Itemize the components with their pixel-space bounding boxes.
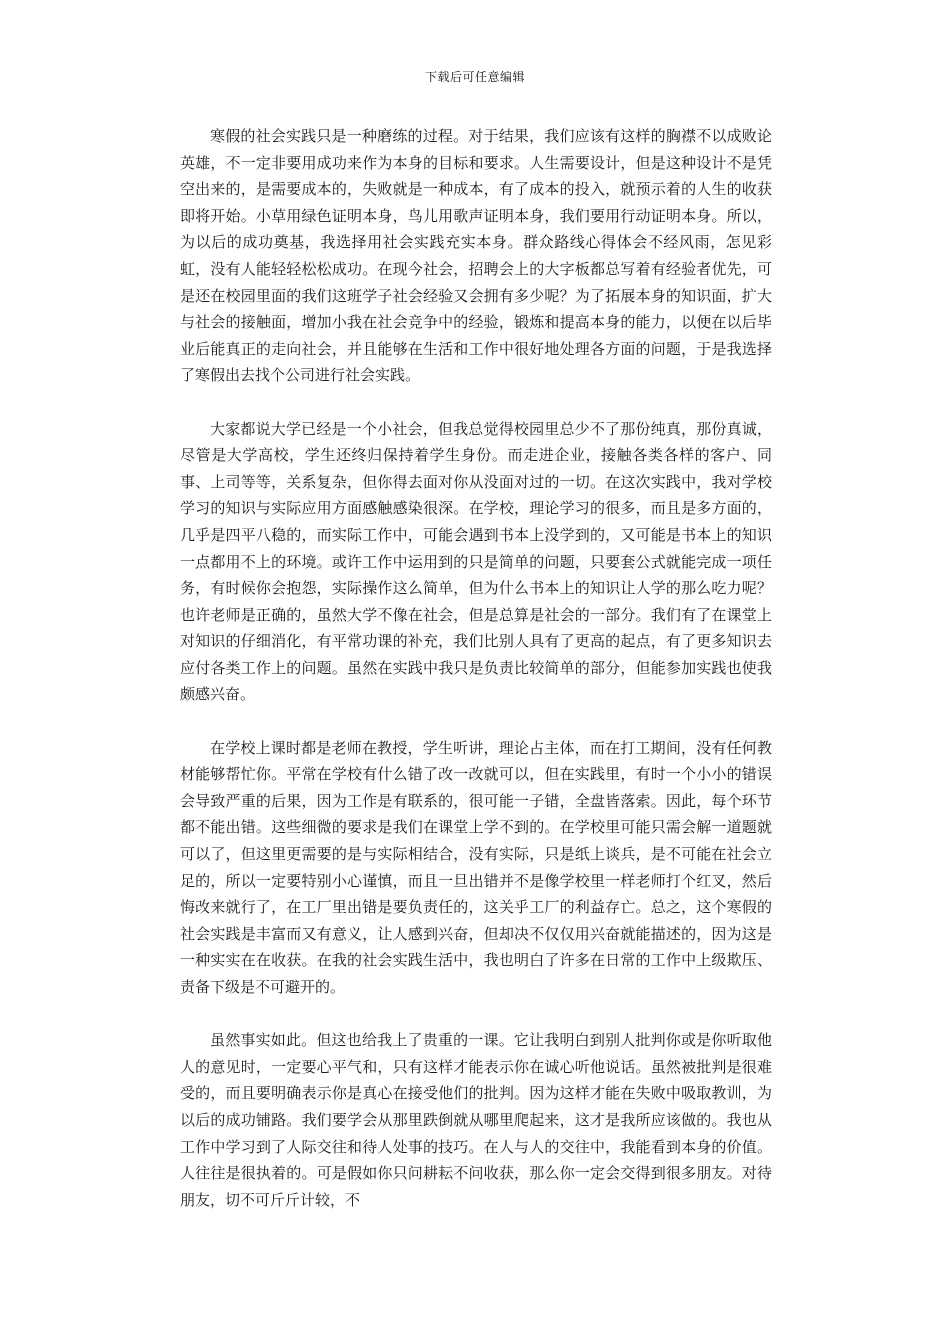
page-header: 下载后可任意编辑 xyxy=(424,70,525,84)
paragraph-4: 虽然事实如此。但这也给我上了贵重的一课。它让我明白到别人批判你或是你听取他人的意见时，一定要心平气和，只有这样才能表示你在诚心听他说话。虽然被批判是很难受的，而且要明确表示你是真心在接受他们的批判。因为这样才能在失败中吸取教训，为以后的成功铺路。我们要学会从那里跌倒就从哪里爬起来，这才是我所应该做的。我也从工作中学习到了人际交往和待人处事的技巧。在人与人的交往中，我能看到本身的价值。人往往是很执着的。可是假如你只问耕耘不问收获，那么你一定会交得到很多朋友。对待朋友，切不可斤斤计较，不 xyxy=(180,1031,772,1209)
paragraph-2: 大家都说大学已经是一个小社会，但我总觉得校园里总少不了那份纯真，那份真诚，尽管是大学高校，学生还终归保持着学生身份。而走进企业，接触各类各样的客户、同事、上司等等，关系复杂，但你得去面对你从没面对过的一切。在这次实践中，我对学校学习的知识与实际应用方面感触感染很深。在学校，理论学习的很多，而且是多方面的，几乎是四平八稳的，而实际工作中，可能会遇到书本上没学到的，又可能是书本上的知识一点都用不上的环境。或许工作中运用到的只是简单的问题，只要套公式就能完成一项任务，有时候你会抱怨，实际操作这么简单，但为什么书本上的知识让人学的那么吃力呢？也许老师是正确的，虽然大学不像在社会，但是总算是社会的一部分。我们有了在课堂上对知识的仔细消化，有平常功课的补充，我们比别人具有了更高的起点，有了更多知识去应付各类工作上的问题。虽然在实践中我只是负责比较简单的部分，但能参加实践也使我颇感兴奋。 xyxy=(180,419,772,704)
paragraph-3: 在学校上课时都是老师在教授，学生听讲，理论占主体，而在打工期间，没有任何教材能够帮忙你。平常在学校有什么错了改一改就可以，但在实践里，有时一个小小的错误会导致严重的后果，因为工作是有联系的，很可能一子错，全盘皆落索。因此，每个环节都不能出错。这些细微的要求是我们在课堂上学不到的。在学校里可能只需会解一道题就可以了，但这里更需要的是与实际相结合，没有实际，只是纸上谈兵，是不可能在社会立足的，所以一定要特别小心谨慎，而且一旦出错并不是像学校里一样老师打个红叉，然后悔改来就行了，在工厂里出错是要负责任的，这关乎工厂的利益存亡。总之，这个寒假的社会实践是丰富而又有意义，让人感到兴奋，但却决不仅仅用兴奋就能描述的，因为这是一种实实在在收获。在我的社会实践生活中，我也明白了许多在日常的工作中上级欺压、责备下级是不可避开的。 xyxy=(180,738,772,996)
paragraph-1: 寒假的社会实践只是一种磨练的过程。对于结果，我们应该有这样的胸襟不以成败论英雄，不一定非要用成功来作为本身的目标和要求。人生需要设计，但是这种设计不是凭空出来的，是需要成本的，失败就是一种成本，有了成本的投入，就预示着的人生的收获即将开始。小草用绿色证明本身，鸟儿用歌声证明本身，我们要用行动证明本身。所以，为以后的成功奠基，我选择用社会实践充实本身。群众路线心得体会不经风雨，怎见彩虹，没有人能轻轻松松成功。在现今社会，招聘会上的大字板都总写着有经验者优先，可是还在校园里面的我们这班学子社会经验又会拥有多少呢？为了拓展本身的知识面，扩大与社会的接触面，增加小我在社会竞争中的经验，锻炼和提高本身的能力，以便在以后毕业后能真正的走向社会，并且能够在生活和工作中很好地处理各方面的问题，于是我选择了寒假出去找个公司进行社会实践。 xyxy=(180,127,772,385)
document-body xyxy=(180,123,772,1240)
